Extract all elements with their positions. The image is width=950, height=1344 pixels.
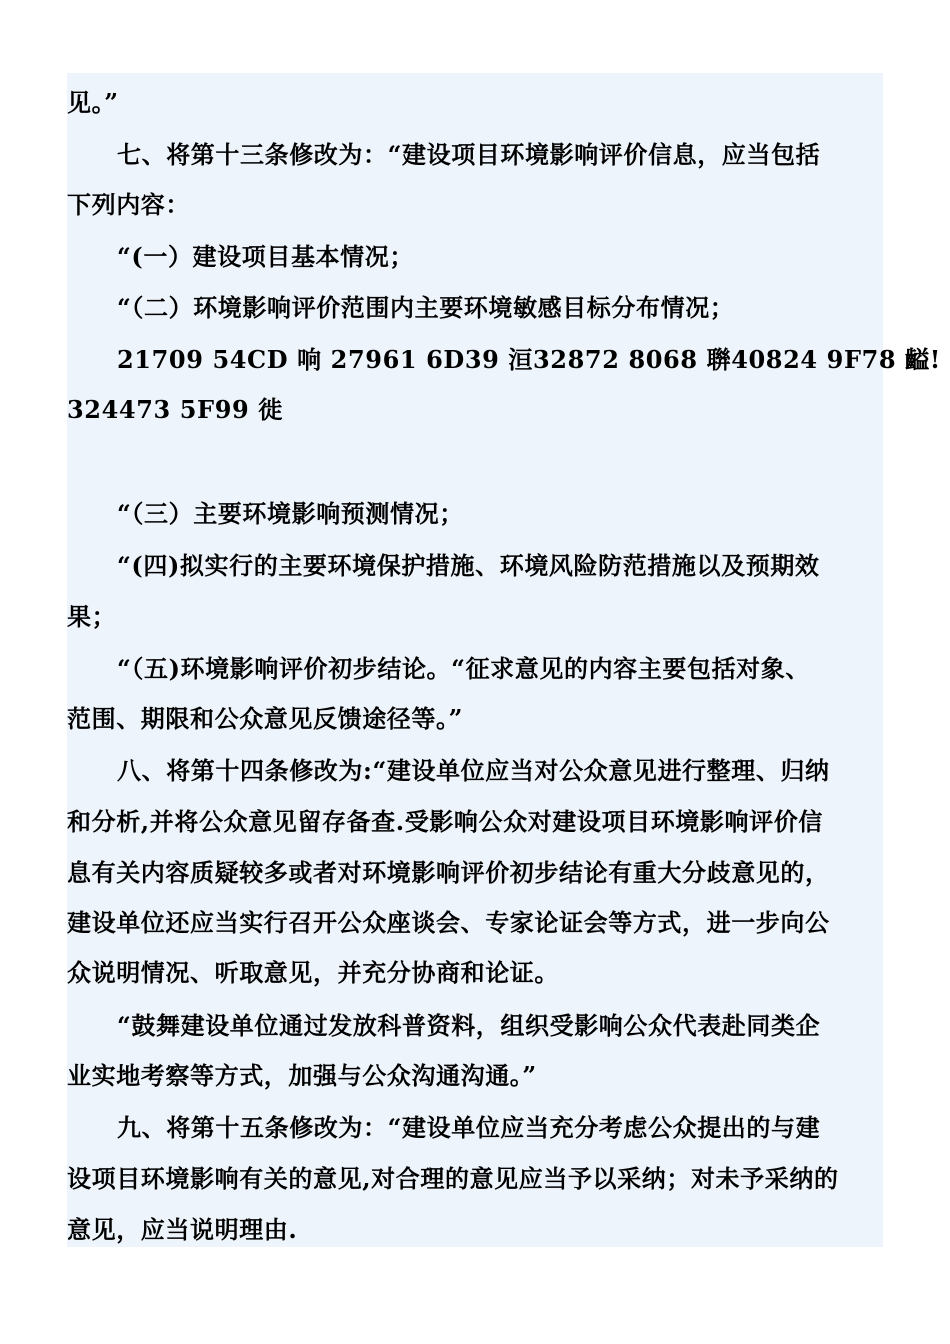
text-line: “（三）主要环境影响预测情况；	[117, 499, 464, 528]
text-line: 324473 5F99 徙	[67, 395, 283, 424]
text-line: 设项目环境影响有关的意见,对合理的意见应当予以采纳；对未予采纳的	[67, 1164, 839, 1193]
text-line: 范围、期限和公众意见反馈途径等。”	[67, 704, 464, 733]
text-line: “鼓舞建设单位通过发放科普资料，组织受影响公众代表赴同类企	[117, 1011, 821, 1040]
text-line: 业实地考察等方式，加强与公众沟通沟通。”	[67, 1061, 537, 1090]
text-line: 八、将第十四条修改为:“建设单位应当对公众意见进行整理、归纳	[117, 756, 830, 785]
text-line: 果；	[67, 602, 117, 631]
text-line: 息有关内容质疑较多或者对环境影响评价初步结论有重大分歧意见的，	[67, 858, 830, 887]
text-line: 建设单位还应当实行召开公众座谈会、专家论证会等方式，进一步向公	[67, 908, 830, 937]
text-line: 众说明情况、听取意见，并充分协商和论证。	[67, 958, 559, 987]
text-line: 见。”	[67, 88, 119, 117]
text-line: 和分析,并将公众意见留存备查.受影响公众对建设项目环境影响评价信	[67, 807, 823, 836]
text-line: “（二）环境影响评价范围内主要环境敏感目标分布情况；	[117, 293, 735, 322]
text-line: 意见，应当说明理由.	[67, 1215, 298, 1244]
text-line: 七、将第十三条修改为：“建设项目环境影响评价信息，应当包括	[117, 140, 821, 169]
document-page	[67, 73, 941, 1247]
text-line: 九、将第十五条修改为：“建设单位应当充分考虑公众提出的与建	[117, 1113, 821, 1142]
text-line: “(四)拟实行的主要环境保护措施、环境风险防范措施以及预期效	[117, 551, 820, 580]
text-line: 21709 54CD 响 27961 6D39 洹32872 8068 聨40824 9F78 齸!	[117, 345, 941, 374]
text-line: “（五)环境影响评价初步结论。“征求意见的内容主要包括对象、	[117, 654, 810, 683]
text-line: “(一）建设项目基本情况；	[117, 242, 414, 271]
text-line: 下列内容：	[67, 190, 190, 219]
